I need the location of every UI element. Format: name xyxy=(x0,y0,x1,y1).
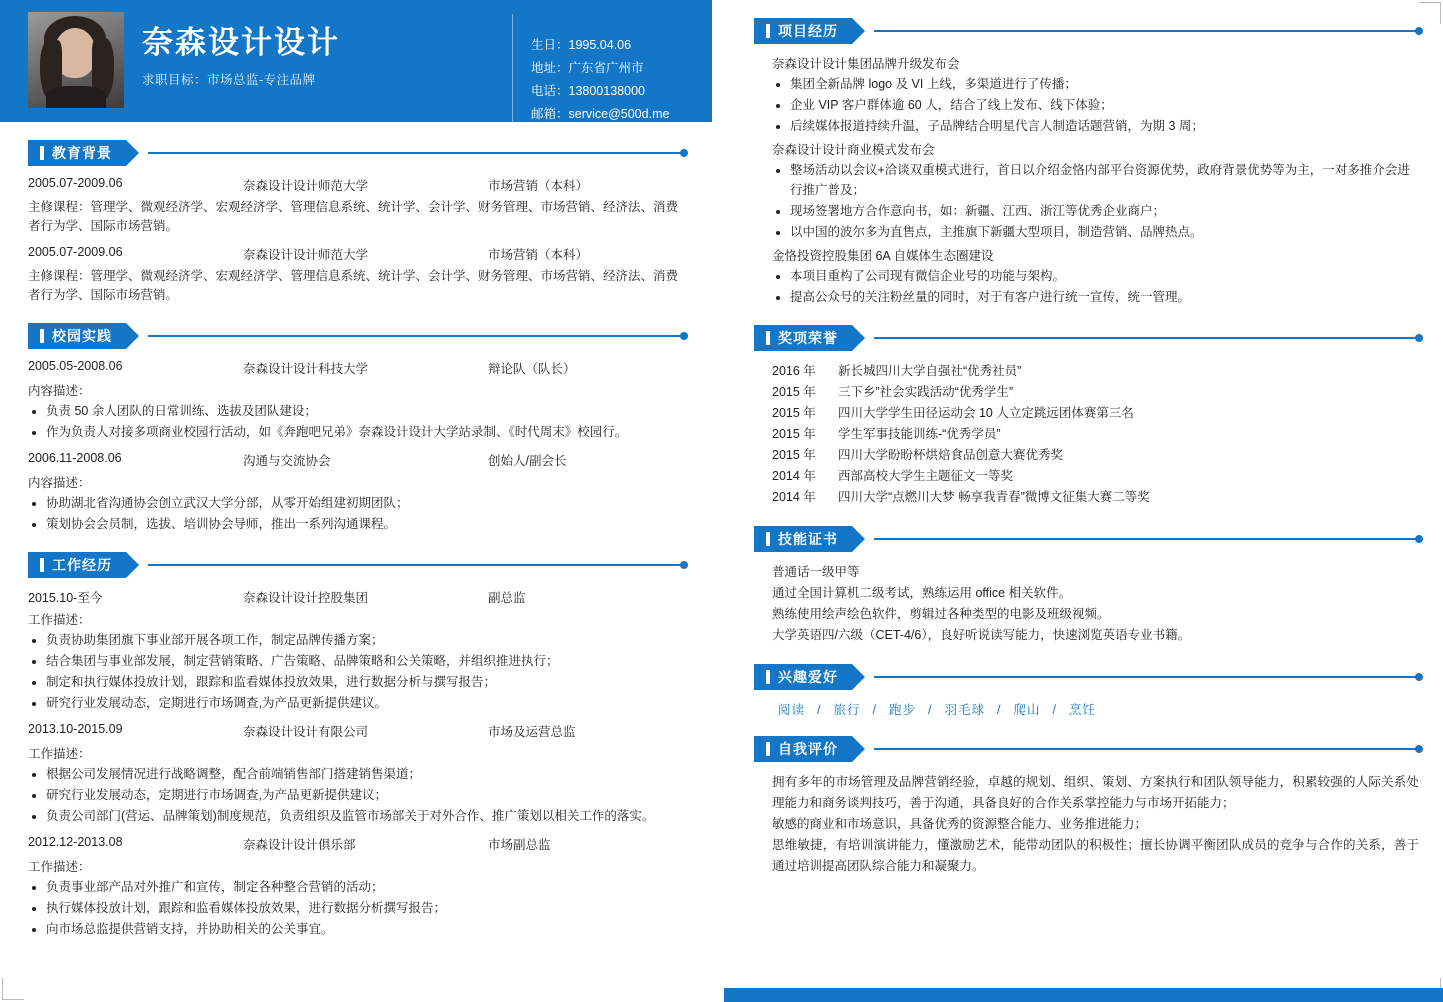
section-rule xyxy=(874,30,1419,32)
award-text: 新长城四川大学自强社“优秀社员” xyxy=(838,364,1022,378)
section-projects xyxy=(754,18,1419,307)
award-row xyxy=(772,382,1419,403)
award-row xyxy=(772,466,1419,487)
section-label: 教育背景 xyxy=(52,145,112,161)
section-header-selfeval xyxy=(754,736,1419,762)
resume-header xyxy=(0,0,712,122)
title-bar-icon xyxy=(40,558,44,572)
skill-line: 大学英语四/六级（CET-4/6），良好听说读写能力，快速浏览英语专业书籍。 xyxy=(772,628,1191,642)
work-date: 2012.12-2013.08 xyxy=(28,835,123,849)
section-label: 校园实践 xyxy=(52,328,112,344)
award-text: 四川大学盼盼杯烘焙食品创意大赛优秀奖 xyxy=(838,448,1064,462)
work-company: 奈森设计设计俱乐部 xyxy=(243,838,356,852)
skill-line: 通过全国计算机二级考试，熟练运用 office 相关软件。 xyxy=(772,586,1072,600)
work-desc-label: 工作描述： xyxy=(28,747,91,761)
list-item: • 协助湖北省沟通协会创立武汉大学分部，从零开始组建初期团队； xyxy=(46,493,684,513)
footer-bar xyxy=(724,988,1443,1002)
skill-line: 熟练使用绘声绘色软件，剪辑过各种类型的电影及班级视频。 xyxy=(772,607,1110,621)
work-bullets xyxy=(28,630,684,713)
title-bar-icon xyxy=(40,329,44,343)
section-title-projects xyxy=(754,18,852,44)
list-item: • 整场活动以会议+洽谈双重模式进行，首日以介绍金恪内部平台资源优势，政府背景优势等为主，一对多推介会进行推广普及； xyxy=(790,160,1419,200)
contact-phone: 电话：13800138000 xyxy=(531,84,645,98)
selfeval-paragraph: 敏感的商业和市场意识，具备优秀的资源整合能力、业务推进能力； xyxy=(772,817,1148,831)
section-skills xyxy=(754,526,1419,646)
project-title: 金恪投资控股集团 6A 自媒体生态圈建设 xyxy=(772,249,994,263)
section-selfeval xyxy=(754,736,1419,877)
project-title: 奈森设计设计商业模式发布会 xyxy=(772,143,935,157)
award-year: 2016 年 xyxy=(772,364,816,378)
section-label: 自我评价 xyxy=(778,741,838,757)
list-item: • 研究行业发展动态，定期进行市场调查,为产品更新提供建议； xyxy=(46,785,684,805)
section-title-work xyxy=(28,552,126,578)
section-rule xyxy=(148,335,684,337)
section-rule xyxy=(874,337,1419,339)
contact-info xyxy=(512,14,712,126)
awards-body xyxy=(754,361,1419,508)
section-header-awards xyxy=(754,325,1419,351)
section-work xyxy=(28,552,684,939)
campus-org: 沟通与交流协会 xyxy=(243,454,331,468)
work-item xyxy=(28,588,684,713)
campus-role: 创始人/副会长 xyxy=(488,454,567,468)
list-item: • 现场签署地方合作意向书，如：新疆、江西、浙江等优秀企业商户； xyxy=(790,201,1419,221)
campus-desc-label: 内容描述： xyxy=(28,476,91,490)
hobby-separator: / xyxy=(872,703,877,717)
section-rule xyxy=(148,564,684,566)
work-item xyxy=(28,835,684,939)
award-text: 西部高校大学生主题征文一等奖 xyxy=(838,469,1014,483)
contact-email: 邮箱：service@500d.me xyxy=(531,107,670,121)
section-awards xyxy=(754,325,1419,508)
list-item: • 企业 VIP 客户群体逾 60 人，结合了线上发布、线下体验； xyxy=(790,95,1419,115)
award-row xyxy=(772,424,1419,445)
list-item: • 后续媒体报道持续升温，子品牌结合明星代言人制造话题营销，为期 3 周； xyxy=(790,116,1419,136)
skills-body xyxy=(754,562,1419,646)
education-date: 2005.07-2009.06 xyxy=(28,245,123,259)
project-title: 奈森设计设计集团品牌升级发布会 xyxy=(772,57,960,71)
job-objective: 求职目标：市场总监-专注品牌 xyxy=(142,73,316,88)
section-title-selfeval xyxy=(754,736,852,762)
award-year: 2015 年 xyxy=(772,406,816,420)
section-header-education xyxy=(28,140,684,166)
campus-date: 2005.05-2008.06 xyxy=(28,359,123,373)
campus-org: 奈森设计设计科技大学 xyxy=(243,362,369,376)
list-item: • 负责公司部门(营运、品牌策划)制度规范，负责组织及监管市场部关于对外合作、推广策划以相关工作的落实。 xyxy=(46,806,684,826)
section-label: 项目经历 xyxy=(778,23,838,39)
section-education xyxy=(28,140,684,305)
title-bar-icon xyxy=(40,146,44,160)
section-header-hobby xyxy=(754,664,1419,690)
list-item: • 集团全新品牌 logo 及 VI 上线，多渠道进行了传播； xyxy=(790,74,1419,94)
section-rule xyxy=(874,538,1419,540)
column-divider xyxy=(712,0,724,1002)
education-desc: 主修课程：管理学、微观经济学、宏观经济学、管理信息系统、统计学、会计学、财务管理、市场营销、经济法、消费者行为学、国际市场营销。 xyxy=(28,269,679,302)
campus-date: 2006.11-2008.06 xyxy=(28,451,122,465)
list-item: • 执行媒体投放计划，跟踪和监看媒体投放效果，进行数据分析撰写报告； xyxy=(46,898,684,918)
title-bar-icon xyxy=(766,24,770,38)
list-item: • 制定和执行媒体投放计划，跟踪和监看媒体投放效果，进行数据分析与撰写报告； xyxy=(46,672,684,692)
title-bar-icon xyxy=(766,742,770,756)
award-year: 2014 年 xyxy=(772,469,816,483)
skill-line: 普通话一级甲等 xyxy=(772,565,860,579)
list-item: • 向市场总监提供营销支持，并协助相关的公关事宜。 xyxy=(46,919,684,939)
selfeval-paragraph: 思维敏捷，有培训演讲能力，懂激励艺术，能带动团队的积极性；擅长协调平衡团队成员的竞争与合作的关系，善于通过培训提高团队综合能力和凝聚力。 xyxy=(772,838,1419,873)
award-text: 四川大学学生田径运动会 10 人立定跳远团体赛第三名 xyxy=(838,406,1134,420)
section-rule xyxy=(148,152,684,154)
title-bar-icon xyxy=(766,532,770,546)
list-item: • 本项目重构了公司现有微信企业号的功能与架构。 xyxy=(790,266,1419,286)
project-bullets xyxy=(772,266,1419,307)
work-company: 奈森设计设计有限公司 xyxy=(243,725,369,739)
work-desc-label: 工作描述： xyxy=(28,613,91,627)
hobby-item: 跑步 xyxy=(889,703,917,717)
list-item: • 负责事业部产品对外推广和宣传，制定各种整合营销的活动； xyxy=(46,877,684,897)
award-row xyxy=(772,487,1419,508)
education-major: 市场营销（本科） xyxy=(488,179,589,193)
hobby-item: 羽毛球 xyxy=(944,703,986,717)
award-year: 2014 年 xyxy=(772,490,816,504)
education-date: 2005.07-2009.06 xyxy=(28,176,123,190)
section-label: 兴趣爱好 xyxy=(778,669,838,685)
list-item: • 策划协会会员制，选拔、培训协会导师，推出一系列沟通课程。 xyxy=(46,514,684,534)
hobby-item: 旅行 xyxy=(833,703,861,717)
section-label: 奖项荣誉 xyxy=(778,330,838,346)
list-item: • 结合集团与事业部发展，制定营销策略、广告策略、品牌策略和公关策略，并组织推进执行； xyxy=(46,651,684,671)
award-text: 四川大学“点燃川大梦 畅享我青春”微博文征集大赛二等奖 xyxy=(838,490,1150,504)
campus-item xyxy=(28,359,684,442)
award-text: 三下乡”社会实践活动“优秀学生” xyxy=(838,385,1013,399)
work-bullets xyxy=(28,764,684,826)
campus-item xyxy=(28,451,684,534)
work-title: 市场及运营总监 xyxy=(488,725,576,739)
avatar xyxy=(28,12,124,108)
award-text: 学生军事技能训练-“优秀学员” xyxy=(838,427,1001,441)
hobby-item: 爬山 xyxy=(1013,703,1041,717)
education-major: 市场营销（本科） xyxy=(488,248,589,262)
hobby-body xyxy=(754,700,1419,718)
contact-location: 地址：广东省广州市 xyxy=(531,61,644,75)
right-column xyxy=(724,0,1443,1002)
hobby-separator: / xyxy=(997,703,1002,717)
education-item xyxy=(28,176,684,236)
list-item: • 提高公众号的关注粉丝量的同时，对于有客户进行统一宣传，统一管理。 xyxy=(790,287,1419,307)
selfeval-body xyxy=(754,772,1419,877)
work-desc-label: 工作描述： xyxy=(28,860,91,874)
award-row xyxy=(772,403,1419,424)
list-item: • 作为负责人对接多项商业校园行活动，如《奔跑吧兄弟》奈森设计设计大学站录制、《时代周末》校园行。 xyxy=(46,422,684,442)
hobby-item: 烹饪 xyxy=(1069,703,1097,717)
contact-birthday: 生日：1995.04.06 xyxy=(531,38,632,52)
award-year: 2015 年 xyxy=(772,385,816,399)
section-title-campus xyxy=(28,323,126,349)
section-title-education xyxy=(28,140,126,166)
work-date: 2015.10-至今 xyxy=(28,591,103,605)
list-item: • 负责协助集团旗下事业部开展各项工作，制定品牌传播方案； xyxy=(46,630,684,650)
section-header-work xyxy=(28,552,684,578)
work-title: 副总监 xyxy=(488,591,526,605)
section-header-projects xyxy=(754,18,1419,44)
hobby-separator: / xyxy=(1052,703,1057,717)
projects-body xyxy=(754,54,1419,307)
section-label: 技能证书 xyxy=(778,531,838,547)
award-year: 2015 年 xyxy=(772,427,816,441)
work-bullets xyxy=(28,877,684,939)
project-bullets xyxy=(772,74,1419,136)
campus-bullets xyxy=(28,401,684,442)
work-title: 市场副总监 xyxy=(488,838,551,852)
campus-desc-label: 内容描述： xyxy=(28,384,91,398)
title-bar-icon xyxy=(766,331,770,345)
list-item: • 以中国的波尔多为直售点，主推旗下新疆大型项目，制造营销、品牌热点。 xyxy=(790,222,1419,242)
section-rule xyxy=(874,676,1419,678)
section-hobby xyxy=(754,664,1419,718)
left-column xyxy=(0,0,712,1002)
section-label: 工作经历 xyxy=(52,557,112,573)
title-bar-icon xyxy=(766,670,770,684)
hobby-separator: / xyxy=(817,703,822,717)
award-row xyxy=(772,445,1419,466)
education-school: 奈森设计设计师范大学 xyxy=(243,179,369,193)
section-rule xyxy=(874,748,1419,750)
list-item: • 负责 50 余人团队的日常训练、选拔及团队建设； xyxy=(46,401,684,421)
section-header-skills xyxy=(754,526,1419,552)
hobby-separator: / xyxy=(928,703,933,717)
project-bullets xyxy=(772,160,1419,242)
selfeval-paragraph: 拥有多年的市场管理及品牌营销经验，卓越的规划、组织、策划、方案执行和团队领导能力，积累较强的人际关系处理能力和商务谈判技巧，善于沟通，具备良好的合作关系掌控能力与市场开拓能力； xyxy=(772,775,1419,810)
campus-bullets xyxy=(28,493,684,534)
section-campus xyxy=(28,323,684,534)
education-school: 奈森设计设计师范大学 xyxy=(243,248,369,262)
award-row xyxy=(772,361,1419,382)
list-item: • 研究行业发展动态，定期进行市场调查,为产品更新提供建议。 xyxy=(46,693,684,713)
hobby-item: 阅读 xyxy=(778,703,806,717)
list-item: • 根据公司发展情况进行战略调整，配合前端销售部门搭建销售渠道； xyxy=(46,764,684,784)
campus-role: 辩论队（队长） xyxy=(488,362,576,376)
award-year: 2015 年 xyxy=(772,448,816,462)
section-title-hobby xyxy=(754,664,852,690)
section-title-awards xyxy=(754,325,852,351)
name-block xyxy=(142,0,340,88)
section-title-skills xyxy=(754,526,852,552)
candidate-name: 奈森设计设计 xyxy=(142,25,340,60)
work-item xyxy=(28,722,684,826)
section-header-campus xyxy=(28,323,684,349)
education-item xyxy=(28,245,684,305)
education-desc: 主修课程：管理学、微观经济学、宏观经济学、管理信息系统、统计学、会计学、财务管理、市场营销、经济法、消费者行为学、国际市场营销。 xyxy=(28,200,679,233)
work-company: 奈森设计设计控股集团 xyxy=(243,591,369,605)
work-date: 2013.10-2015.09 xyxy=(28,722,123,736)
